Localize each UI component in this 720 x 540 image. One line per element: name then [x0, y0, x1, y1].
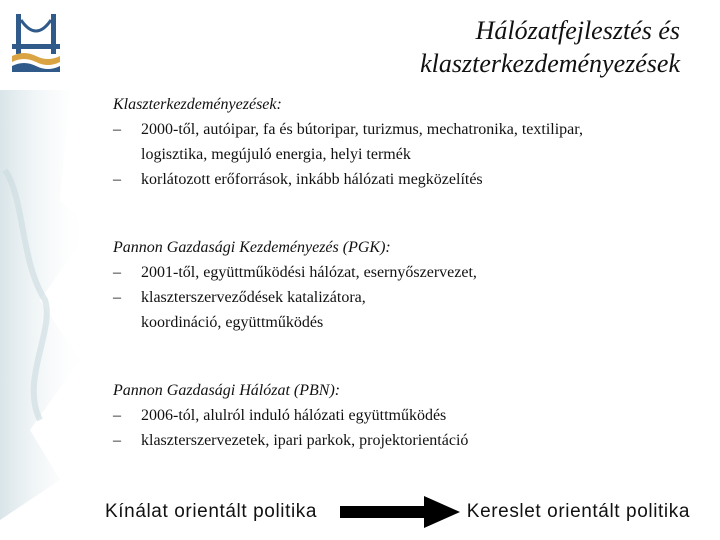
main-content: [113, 92, 713, 453]
section-heading: Klaszterkezdeményezések:: [113, 96, 282, 113]
demand-policy-label: Kereslet orientált politika: [466, 501, 690, 522]
bullet-item: [113, 117, 713, 167]
bullet-dash: –: [113, 432, 121, 449]
bullet-item: [113, 260, 713, 285]
bullet-item: [113, 403, 713, 428]
right-arrow-icon: [340, 496, 460, 528]
bullet-text: 2000-től, autóipar, fa és bútoripar, turizmus, mechatronika, textilipar,: [141, 121, 583, 138]
bridge-logo-icon: [10, 10, 62, 74]
title-line-1: Hálózatfejlesztés és: [475, 16, 680, 45]
background-decoration: [0, 0, 100, 540]
supply-policy-label: Kínálat orientált politika: [105, 501, 318, 522]
bullet-text: korlátozott erőforrások, inkább hálózati megközelítés: [141, 171, 483, 188]
section-heading: Pannon Gazdasági Hálózat (PBN):: [113, 382, 341, 399]
bullet-item: [113, 167, 713, 192]
section-pgk: [113, 235, 713, 335]
bullet-text: 2006-tól, alulról induló hálózati együttműködés: [141, 407, 447, 424]
page-title: [260, 14, 680, 80]
bullet-dash: –: [113, 264, 121, 281]
bullet-text-continued: logisztika, megújuló energia, helyi termék: [141, 146, 411, 163]
bullet-text: klaszterszerveződések katalizátora,: [141, 289, 366, 306]
section-heading: Pannon Gazdasági Kezdeményezés (PGK):: [113, 239, 391, 256]
bullet-text: 2001-től, együttműködési hálózat, esernyőszervezet,: [141, 264, 477, 281]
bullet-text: klaszterszervezetek, ipari parkok, projektorientáció: [141, 432, 469, 449]
bullet-item: [113, 428, 713, 453]
policy-comparison: [0, 495, 720, 531]
bullet-dash: –: [113, 171, 121, 188]
bullet-item: [113, 285, 713, 335]
section-klaszter: [113, 92, 713, 192]
bullet-text-continued: koordináció, együttműködés: [141, 314, 324, 331]
title-line-2: klaszterkezdeményezések: [420, 49, 680, 78]
bullet-dash: –: [113, 121, 121, 138]
bullet-dash: –: [113, 289, 121, 306]
bullet-dash: –: [113, 407, 121, 424]
section-pbn: [113, 378, 713, 453]
